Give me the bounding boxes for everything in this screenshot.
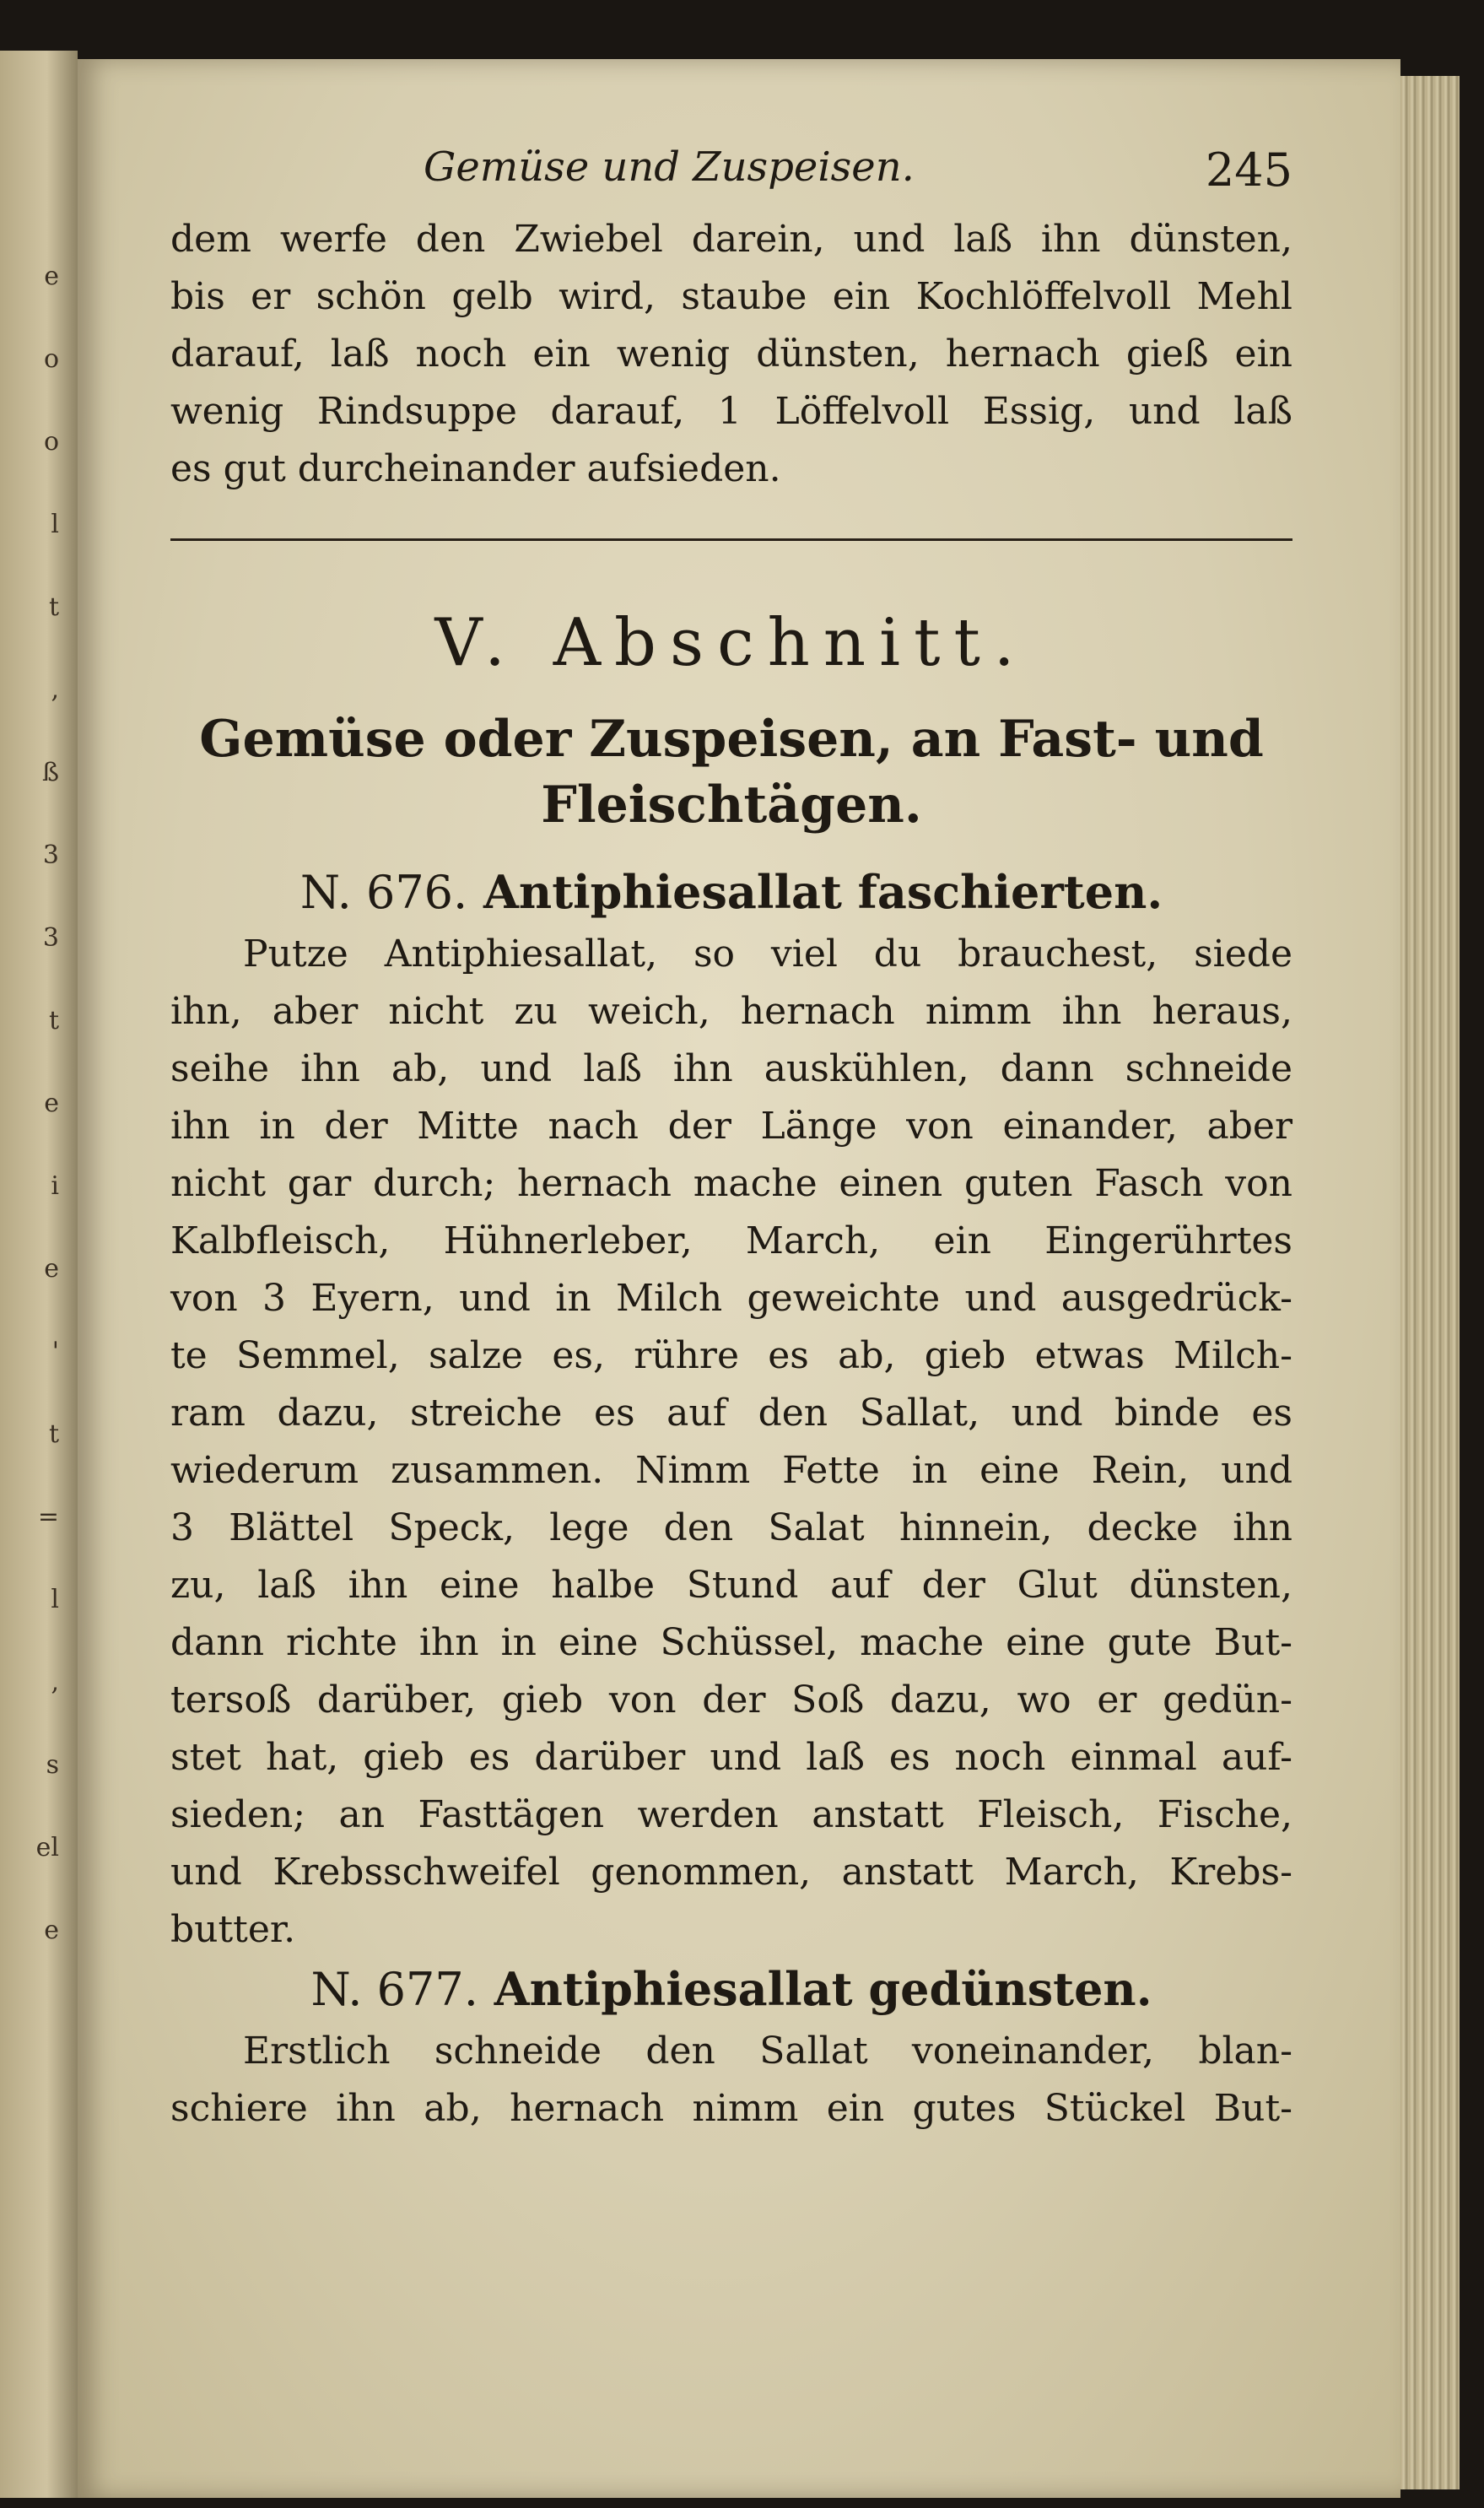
text-line: Kalbfleisch, Hühnerleber, March, ein Eingerührtes bbox=[170, 1219, 1292, 1262]
margin-letter: o bbox=[43, 344, 59, 374]
recipe-body bbox=[170, 2023, 1292, 2138]
margin-letter: , bbox=[51, 1667, 59, 1697]
text-line: darauf, laß noch ein wenig dünsten, hernach gieß ein bbox=[170, 332, 1292, 376]
page-content bbox=[170, 143, 1292, 2138]
text-line: te Semmel, salze es, rühre es ab, gieb etwas Milch- bbox=[170, 1334, 1292, 1377]
recipe-heading bbox=[170, 1959, 1292, 2019]
margin-letter: t bbox=[48, 1006, 59, 1035]
section-title-line: Fleischtägen. bbox=[541, 776, 922, 835]
text-line: zu, laß ihn eine halbe Stund auf der Glut dünsten, bbox=[170, 1564, 1292, 1607]
section-title bbox=[170, 706, 1292, 838]
text-line: nicht gar durch; hernach mache einen guten Fasch von bbox=[170, 1162, 1292, 1205]
margin-letter: l bbox=[51, 510, 59, 539]
margin-letter: el bbox=[35, 1833, 59, 1862]
margin-letter: 3 bbox=[42, 841, 59, 870]
section-divider bbox=[170, 538, 1292, 541]
text-line: bis er schön gelb wird, staube ein Kochlöffelvoll Mehl bbox=[170, 275, 1292, 318]
previous-page-edge bbox=[0, 51, 78, 2498]
margin-letter: ' bbox=[51, 1337, 59, 1366]
margin-letter: l bbox=[51, 1585, 59, 1614]
margin-letter: e bbox=[44, 1254, 59, 1284]
text-line: dem werfe den Zwiebel darein, und laß ihn dünsten, bbox=[170, 218, 1292, 261]
intro-paragraph bbox=[170, 211, 1292, 498]
recipe-677 bbox=[170, 1959, 1292, 2138]
recipe-title: Antiphiesallat gedünsten. bbox=[494, 1962, 1152, 2016]
text-line: wenig Rindsuppe darauf, 1 Löffelvoll Essig, und laß bbox=[170, 390, 1292, 433]
text-line: schiere ihn ab, hernach nimm ein gutes Stückel But- bbox=[170, 2087, 1292, 2130]
text-line: und Krebsschweifel genommen, anstatt March, Krebs- bbox=[170, 1851, 1292, 1894]
recipe-676 bbox=[170, 862, 1292, 1959]
margin-letter: i bbox=[51, 1171, 59, 1201]
text-line: seihe ihn ab, und laß ihn auskühlen, dann schneide bbox=[170, 1047, 1292, 1090]
running-head bbox=[170, 143, 1292, 211]
margin-letter: t bbox=[48, 1419, 59, 1449]
text-line: von 3 Eyern, und in Milch geweichte und ausgedrück- bbox=[170, 1277, 1292, 1320]
recipe-body bbox=[170, 926, 1292, 1959]
margin-letter: e bbox=[44, 1916, 59, 1945]
book-page bbox=[78, 59, 1400, 2498]
text-line: sieden; an Fasttägen werden anstatt Fleisch, Fische, bbox=[170, 1793, 1292, 1836]
text-line: Putze Antiphiesallat, so viel du brauchest, siede bbox=[243, 932, 1292, 976]
text-line: es gut durcheinander aufsieden. bbox=[170, 447, 781, 490]
margin-letter: o bbox=[43, 427, 59, 457]
text-line: tersoß darüber, gieb von der Soß dazu, wo er gedün- bbox=[170, 1678, 1292, 1722]
recipe-number: N. 676. bbox=[299, 866, 468, 919]
running-title: Gemüse und Zuspeisen. bbox=[424, 143, 915, 191]
margin-letter: t bbox=[48, 592, 59, 622]
page-edges bbox=[1400, 76, 1460, 2489]
section-heading: V. Abschnitt. bbox=[434, 605, 1028, 681]
text-line: ram dazu, streiche es auf den Sallat, und binde es bbox=[170, 1392, 1292, 1435]
previous-page-margin-letters bbox=[0, 262, 67, 1998]
margin-letter: s bbox=[46, 1750, 59, 1780]
recipe-number: N. 677. bbox=[310, 1963, 478, 2016]
margin-letter: 3 bbox=[42, 923, 59, 953]
recipe-title: Antiphiesallat faschierten. bbox=[483, 865, 1163, 919]
text-line: butter. bbox=[170, 1908, 296, 1951]
text-line: ihn, aber nicht zu weich, hernach nimm ihn heraus, bbox=[170, 990, 1292, 1033]
margin-letter: = bbox=[37, 1502, 59, 1532]
text-line: wiederum zusammen. Nimm Fette in eine Rein, und bbox=[170, 1449, 1292, 1492]
text-line: dann richte ihn in eine Schüssel, mache eine gute But- bbox=[170, 1621, 1292, 1664]
text-line: Erstlich schneide den Sallat voneinander, blan- bbox=[243, 2030, 1292, 2073]
margin-letter: , bbox=[51, 675, 59, 705]
margin-letter: ß bbox=[41, 758, 59, 787]
margin-letter: e bbox=[44, 262, 59, 291]
text-line: stet hat, gieb es darüber und laß es noch einmal auf- bbox=[170, 1736, 1292, 1779]
text-line: ihn in der Mitte nach der Länge von einander, aber bbox=[170, 1105, 1292, 1148]
page-number: 245 bbox=[1205, 143, 1292, 197]
recipe-heading bbox=[170, 862, 1292, 922]
margin-letter: e bbox=[44, 1089, 59, 1118]
text-line: 3 Blättel Speck, lege den Salat hinnein, decke ihn bbox=[170, 1506, 1292, 1549]
section-title-line: Gemüse oder Zuspeisen, an Fast- und bbox=[199, 710, 1264, 769]
